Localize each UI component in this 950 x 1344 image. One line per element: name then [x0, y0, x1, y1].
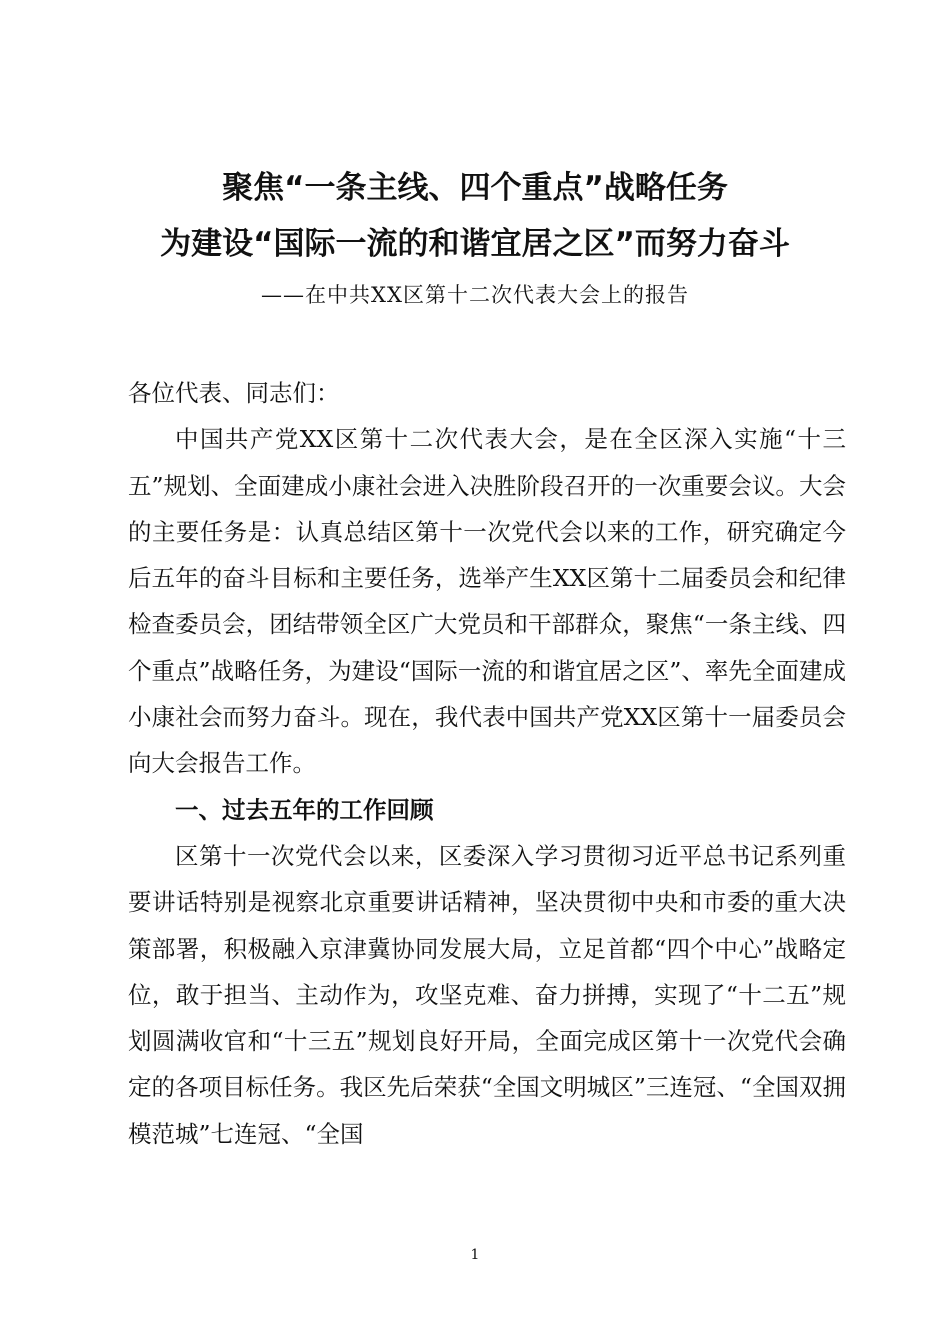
paragraph-opening: 中国共产党XX区第十二次代表大会，是在全区深入实施“十三五”规划、全面建成小康社会进入决胜阶段召开的一次重要会议。大会的主要任务是：认真总结区第十一次党代会以来的工作，研究确定今后五年的奋斗目标和主要任务，选举产生XX区第十二届委员会和纪律检查委员会，团结带领全区广大党员和干部群众，聚焦“一条主线、四个重点”战略任务，为建设“国际一流的和谐宜居之区”、率先全面建成小康社会而努力奋斗。现在，我代表中国共产党XX区第十一届委员会向大会报告工作。 [128, 425, 846, 778]
title-line-1: 聚焦“一条主线、四个重点”战略任务 [222, 170, 728, 206]
page-number: 1 [470, 1247, 480, 1263]
salutation: 各位代表、同志们： [128, 379, 340, 407]
section-heading-review: 一、过去五年的工作回顾 [175, 795, 434, 824]
document-body [128, 370, 846, 1157]
title-line-2: 为建设“国际一流的和谐宜居之区”而努力奋斗 [160, 226, 790, 262]
subtitle: ——在中共XX区第十二次代表大会上的报告 [261, 283, 689, 307]
paragraph-review: 区第十一次党代会以来，区委深入学习贯彻习近平总书记系列重要讲话特别是视察北京重要讲话精神，坚决贯彻中央和市委的重大决策部署，积极融入京津冀协同发展大局，立足首都“四个中心”战略定位，敢于担当、主动作为，攻坚克难、奋力拼搏，实现了“十二五”规划圆满收官和“十三五”规划良好开局，全面完成区第十一次党代会确定的各项目标任务。我区先后荣获“全国文明城区”三连冠、“全国双拥模范城”七连冠、“全国 [128, 841, 846, 1148]
